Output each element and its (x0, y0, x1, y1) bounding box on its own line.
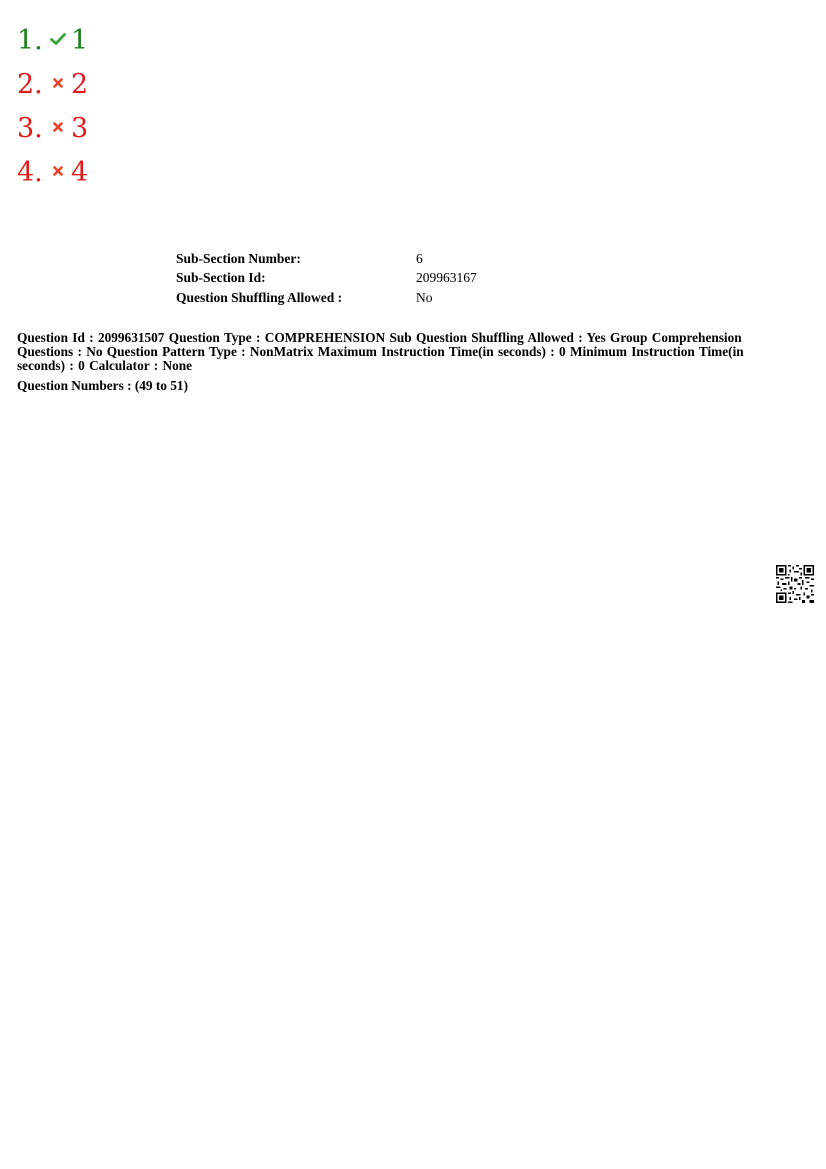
question-info: Question Id : 2099631507 Question Type : COMPREHENSION Sub Question Shuffling Allowed : Yes Group Comprehension Questions : No Question Pattern Type : NonMatrix Maximum Instruction Time(in seconds) : 0 Minimum Instruction Time(in seconds) : 0 Calculator : None (17, 330, 744, 373)
question-shuffling-row (176, 288, 477, 308)
question-shuffling-label: Question Shuffling Allowed : (176, 289, 343, 305)
question-numbers: Question Numbers : (49 to 51) (17, 378, 189, 393)
option-number: 3. (17, 112, 43, 144)
option-4 (17, 150, 88, 194)
subsection-number-row (176, 249, 477, 269)
question-shuffling-value: No (416, 289, 433, 305)
option-number: 4. (17, 156, 43, 188)
subsection-id-row (176, 269, 477, 289)
option-text: 3 (71, 112, 89, 144)
qr-code-icon (776, 565, 814, 603)
subsection-id-label: Sub-Section Id: (176, 270, 266, 286)
subsection-number-label: Sub-Section Number: (176, 250, 301, 266)
option-3 (17, 106, 88, 150)
option-1 (17, 18, 88, 62)
checkmark-icon (47, 33, 69, 48)
subsection-id-value: 209963167 (416, 270, 477, 286)
answer-options (17, 18, 88, 194)
option-text: 2 (71, 68, 89, 100)
cross-icon (47, 77, 69, 91)
option-text: 1 (71, 24, 89, 56)
option-number: 2. (17, 68, 43, 100)
option-2 (17, 62, 88, 106)
option-number: 1. (17, 24, 43, 56)
option-text: 4 (71, 156, 89, 188)
cross-icon (47, 121, 69, 135)
subsection-info (176, 249, 477, 308)
cross-icon (47, 165, 69, 179)
subsection-number-value: 6 (416, 250, 423, 266)
